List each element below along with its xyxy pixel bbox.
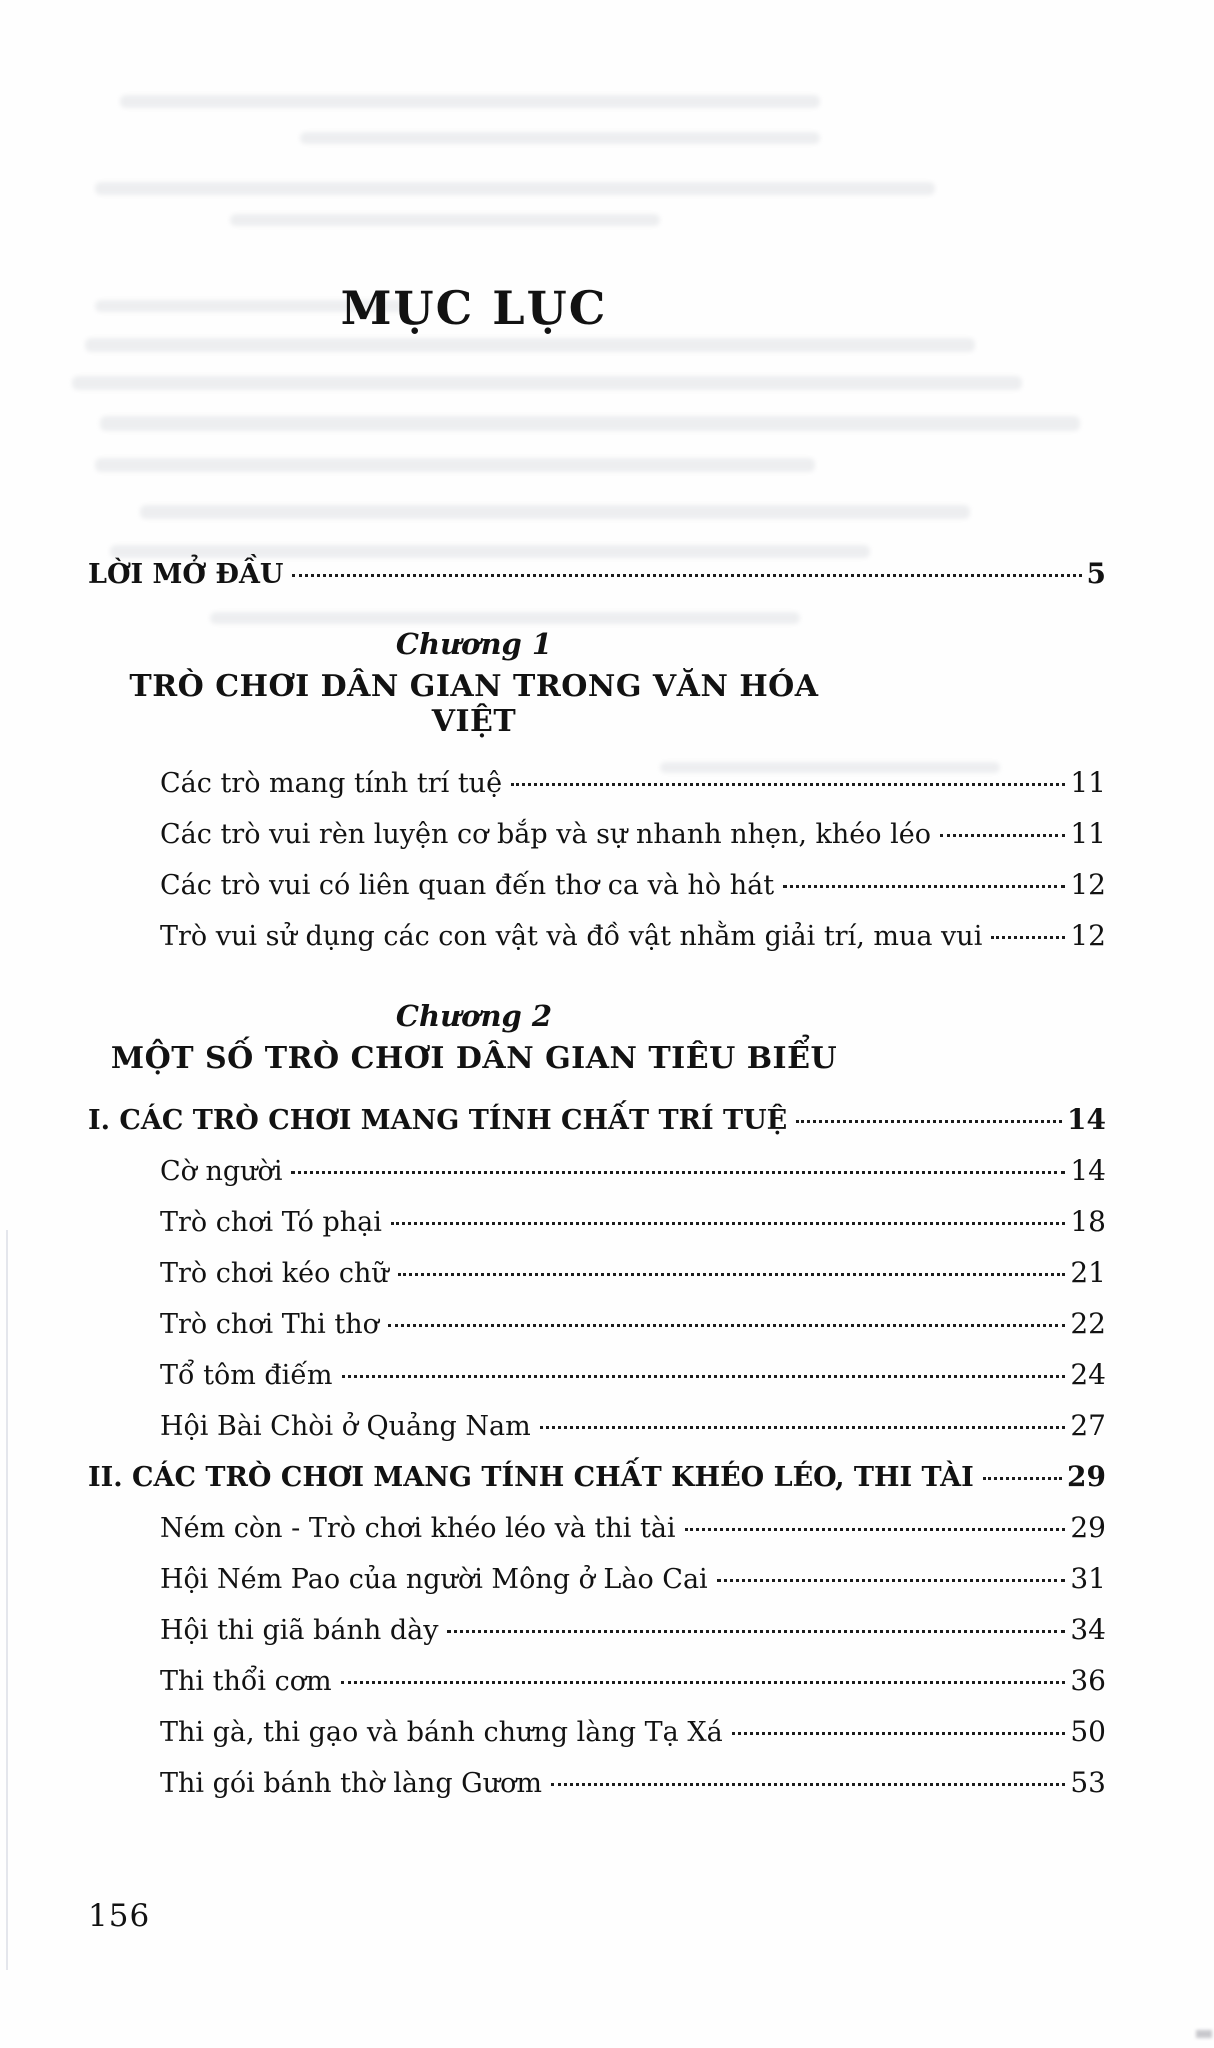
- toc-entry: [160, 1765, 1106, 1802]
- chapter-label: Chương 1: [395, 627, 553, 661]
- dot-leader: [341, 1681, 1066, 1684]
- toc-entry-page: 34: [1070, 1613, 1106, 1646]
- toc-entry-page: 11: [1070, 766, 1106, 799]
- dot-leader: [551, 1783, 1065, 1786]
- dot-leader: [511, 783, 1065, 786]
- dot-leader: [732, 1732, 1066, 1735]
- toc-entry: [160, 1408, 1106, 1445]
- toc-entry: [160, 1204, 1106, 1241]
- toc-entry-page: 12: [1070, 919, 1106, 952]
- toc-entry: [160, 816, 1106, 853]
- toc-entry-label: Thi gói bánh thờ làng Gươm: [160, 1768, 542, 1799]
- bleedthrough-artifact: [95, 458, 815, 472]
- toc-entry-label: Thi gà, thi gạo và bánh chưng làng Tạ Xá: [160, 1717, 723, 1748]
- toc-entry-label: Các trò vui rèn luyện cơ bắp và sự nhanh nhẹn, khéo léo: [160, 819, 931, 850]
- dot-leader: [991, 936, 1065, 939]
- toc-entry-label: Trò chơi kéo chữ: [160, 1258, 389, 1289]
- toc-entry: [160, 867, 1106, 904]
- toc-entry-page: 29: [1070, 1511, 1106, 1544]
- chapter-1-heading: [88, 627, 860, 739]
- bleedthrough-artifact: [95, 182, 935, 195]
- dot-leader: [292, 574, 1081, 577]
- toc-entry: [160, 1561, 1106, 1598]
- toc-entry-page: 31: [1070, 1562, 1106, 1595]
- toc-entry-label: Hội Ném Pao của người Mông ở Lào Cai: [160, 1564, 708, 1595]
- toc-entry: [160, 1255, 1106, 1292]
- toc-entry-page: 22: [1070, 1307, 1106, 1340]
- toc-entry-page: 21: [1070, 1256, 1106, 1289]
- dot-leader: [391, 1222, 1065, 1225]
- dot-leader: [717, 1579, 1066, 1582]
- bleedthrough-artifact: [72, 376, 1022, 390]
- dot-leader: [783, 885, 1065, 888]
- chapter-2-heading: [88, 999, 860, 1076]
- toc-entry: [160, 1510, 1106, 1547]
- toc-entry-page: 36: [1070, 1664, 1106, 1697]
- dot-leader: [388, 1324, 1066, 1327]
- toc-entry-label: LỜI MỞ ĐẦU: [88, 559, 284, 590]
- toc-entry: [160, 1306, 1106, 1343]
- toc-entry: [160, 1357, 1106, 1394]
- dot-leader: [796, 1120, 1062, 1123]
- scan-edge-artifact: [6, 1230, 8, 1970]
- bleedthrough-artifact: [100, 416, 1080, 431]
- toc-entry: [160, 1714, 1106, 1751]
- bleedthrough-artifact: [120, 95, 820, 108]
- toc-entry-page: 14: [1067, 1103, 1106, 1136]
- toc-entry-page: 29: [1067, 1460, 1106, 1493]
- toc-entry-label: Các trò mang tính trí tuệ: [160, 768, 503, 799]
- toc-entry: [160, 1663, 1106, 1700]
- toc-entry-label: Trò chơi Tó phại: [160, 1207, 382, 1238]
- scan-smudge-artifact: [1196, 2030, 1212, 2038]
- toc-entry-label: Tổ tôm điếm: [160, 1360, 333, 1391]
- toc-entry-label: Trò chơi Thi thơ: [160, 1309, 379, 1340]
- toc-entry-label: Các trò vui có liên quan đến thơ ca và hò hát: [160, 870, 775, 901]
- chapter-title: MỘT SỐ TRÒ CHƠI DÂN GIAN TIÊU BIỂU: [110, 1041, 838, 1076]
- dot-leader: [342, 1375, 1066, 1378]
- toc-entry-label: Hội thi giã bánh dày: [160, 1615, 439, 1646]
- dot-leader: [291, 1171, 1065, 1174]
- toc-entry-label: Trò vui sử dụng các con vật và đồ vật nhằm giải trí, mua vui: [160, 921, 983, 952]
- dot-leader: [398, 1273, 1066, 1276]
- toc-entry: [160, 1153, 1106, 1190]
- dot-leader: [983, 1477, 1062, 1480]
- toc-entry-label: I. CÁC TRÒ CHƠI MANG TÍNH CHẤT TRÍ TUỆ: [88, 1105, 788, 1136]
- toc-entry: [160, 765, 1106, 802]
- toc-entry-label: Thi thổi cơm: [160, 1666, 332, 1697]
- toc-entry-page: 18: [1070, 1205, 1106, 1238]
- dot-leader: [540, 1426, 1066, 1429]
- toc-entry-label: Hội Bài Chòi ở Quảng Nam: [160, 1411, 531, 1442]
- toc-section-heading: [88, 1459, 1106, 1496]
- dot-leader: [447, 1630, 1065, 1633]
- chapter-title: TRÒ CHƠI DÂN GIAN TRONG VĂN HÓA VIỆT: [129, 669, 819, 739]
- toc-entry-page: 14: [1070, 1154, 1106, 1187]
- toc-entry-label: Cờ người: [160, 1156, 283, 1187]
- toc-entry-page: 5: [1086, 557, 1106, 590]
- dot-leader: [940, 834, 1065, 837]
- bleedthrough-artifact: [300, 132, 820, 144]
- table-of-contents: [88, 556, 1106, 1816]
- bleedthrough-artifact: [230, 214, 660, 226]
- dot-leader: [685, 1528, 1066, 1531]
- toc-section-heading: [88, 1102, 1106, 1139]
- toc-entry-page: 27: [1070, 1409, 1106, 1442]
- chapter-label: Chương 2: [395, 999, 553, 1033]
- toc-entry-page: 11: [1070, 817, 1106, 850]
- page-title: MỤC LỤC: [340, 280, 608, 335]
- toc-entry-page: 53: [1070, 1766, 1106, 1799]
- toc-entry-page: 12: [1070, 868, 1106, 901]
- toc-entry-page: 24: [1070, 1358, 1106, 1391]
- toc-entry: [160, 1612, 1106, 1649]
- bleedthrough-artifact: [140, 505, 970, 519]
- toc-entry-label: Ném còn - Trò chơi khéo léo và thi tài: [160, 1513, 676, 1544]
- toc-entry-front-matter: [88, 556, 1106, 593]
- toc-entry-label: II. CÁC TRÒ CHƠI MANG TÍNH CHẤT KHÉO LÉO, THI TÀI: [88, 1462, 974, 1493]
- toc-entry: [160, 918, 1106, 955]
- toc-entry-page: 50: [1070, 1715, 1106, 1748]
- footer-page-number: 156: [88, 1898, 151, 1934]
- bleedthrough-artifact: [85, 338, 975, 352]
